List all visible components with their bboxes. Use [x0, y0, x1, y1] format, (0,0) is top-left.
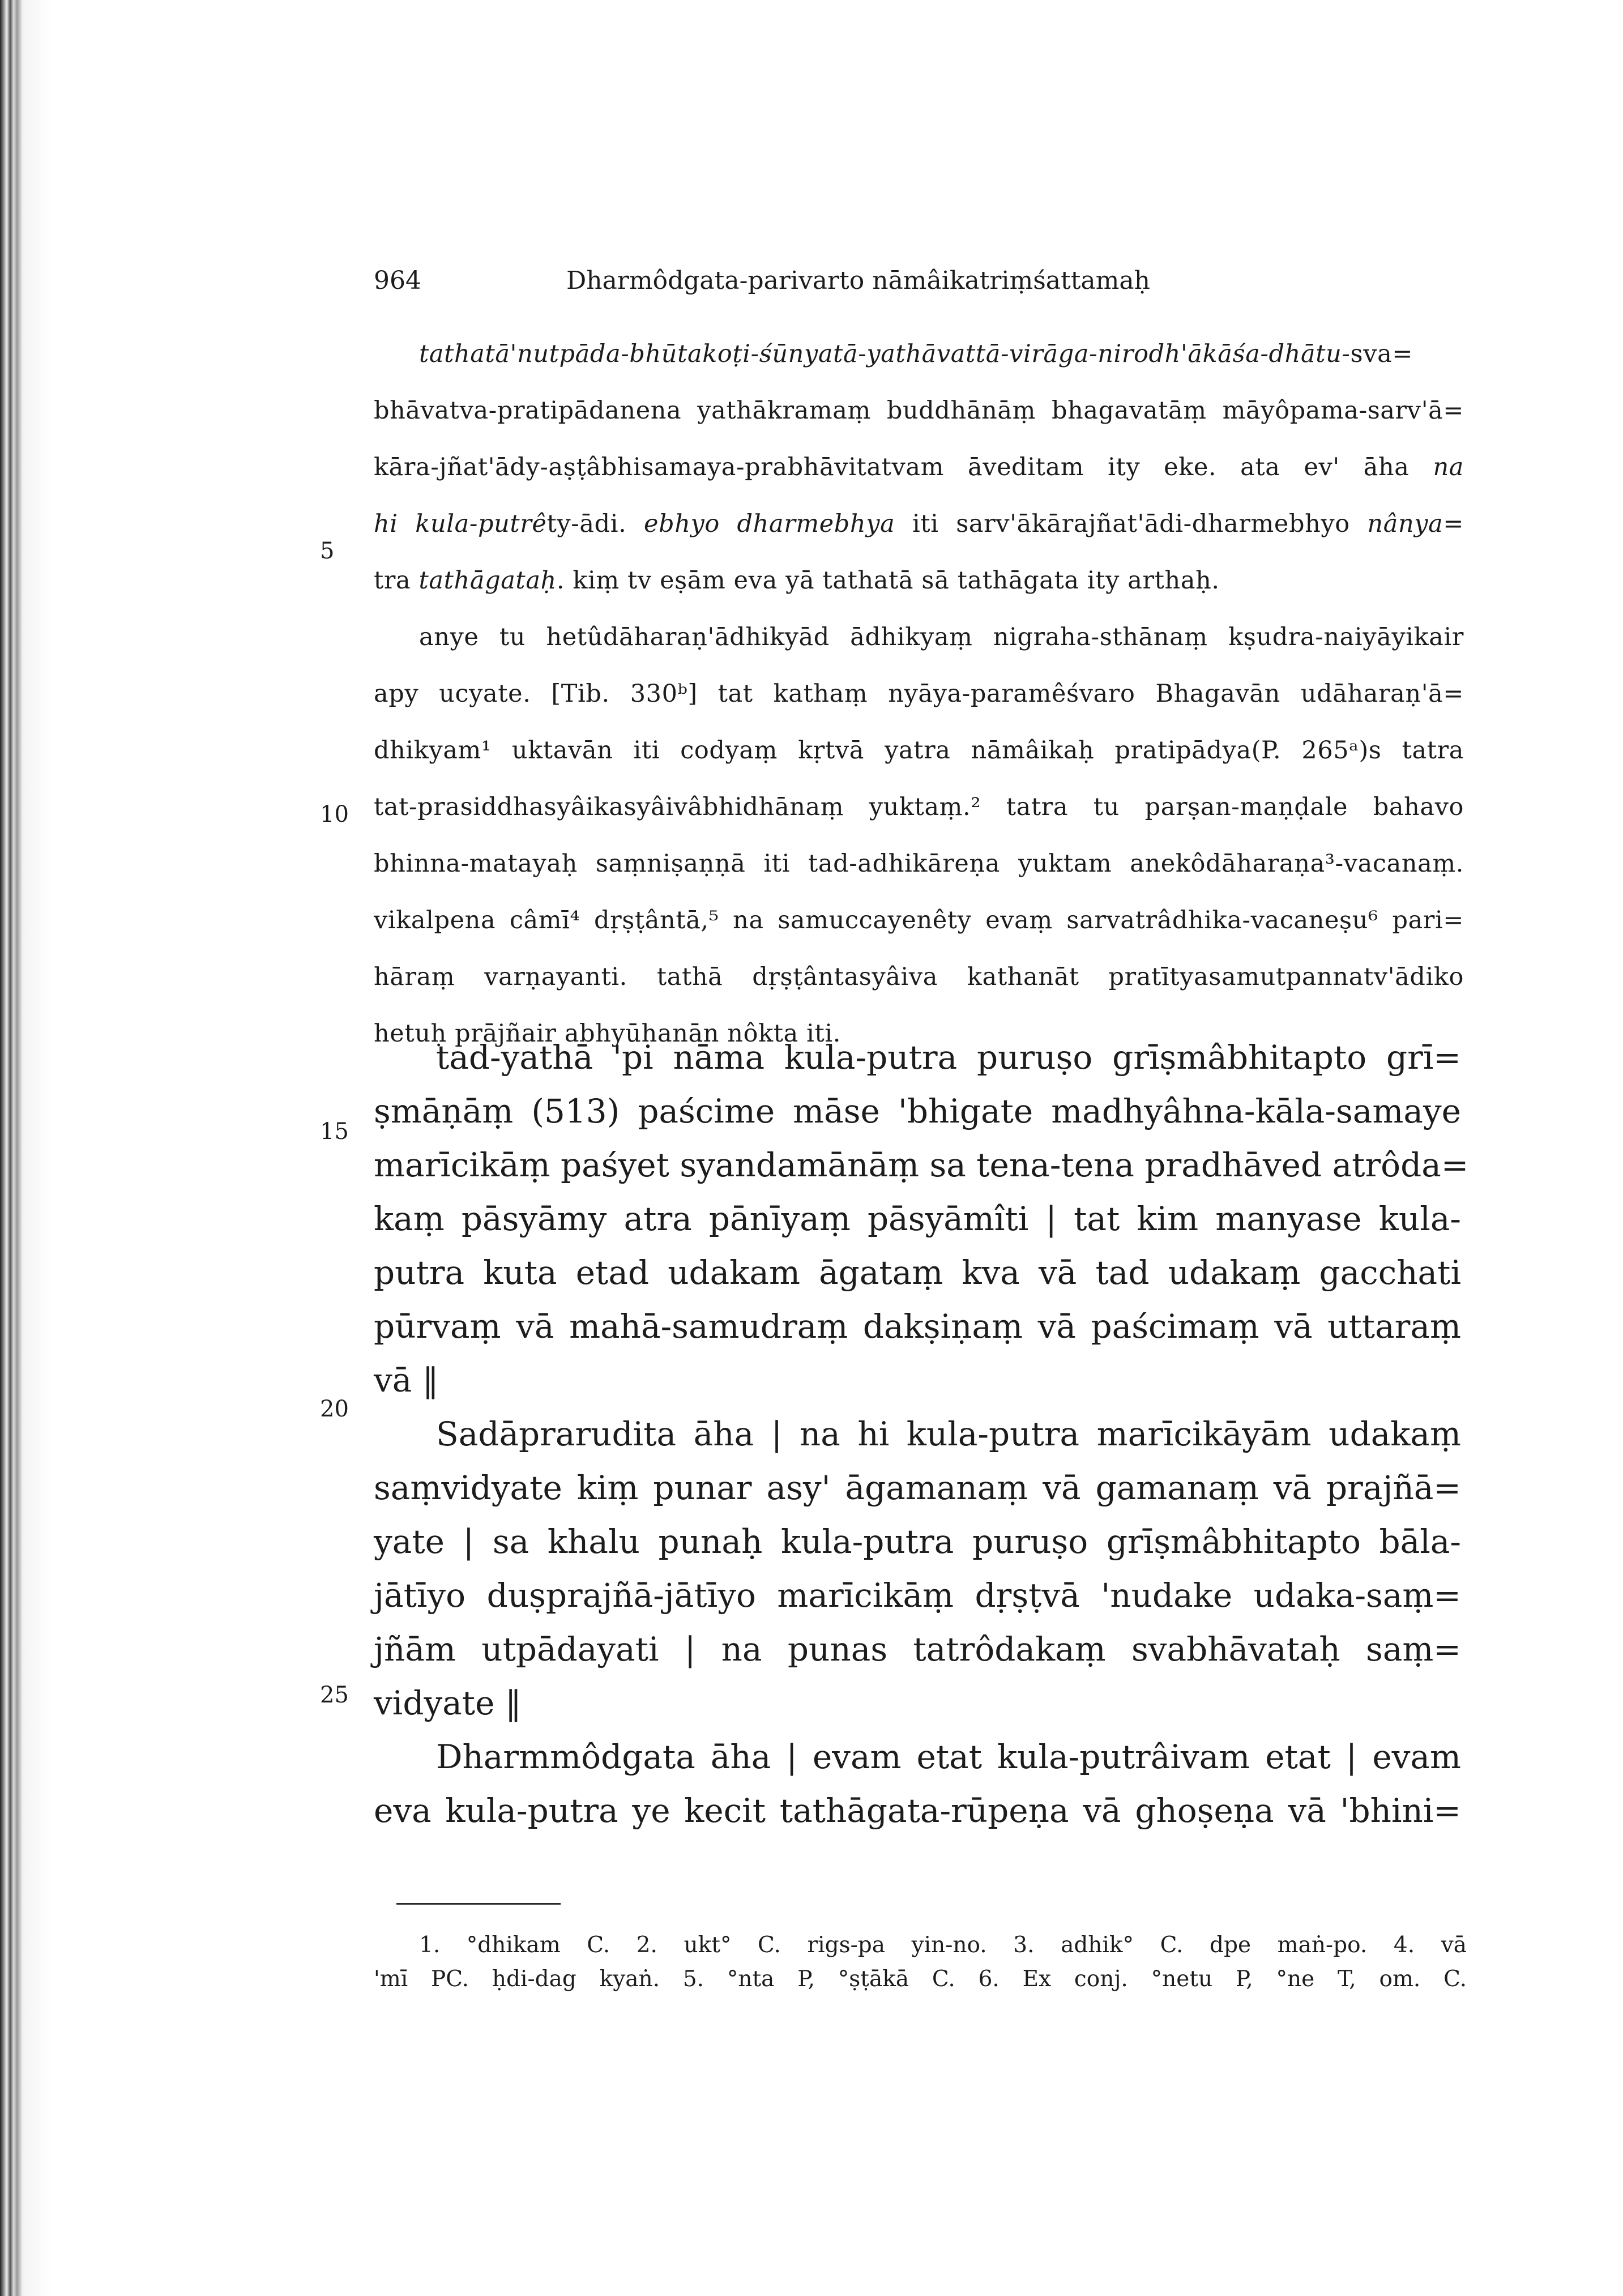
commentary-line: apy ucyate. [Tib. 330ᵇ] tat kathaṃ nyāya-paramêśvaro Bhagavān udāharaṇ'ā= — [374, 680, 1464, 708]
commentary-line: hi kula-putrêty-ādi. ebhyo dharmebhya iti sarv'ākārajñat'ādi-dharmebhyo nânya= — [374, 510, 1464, 538]
main-text-line: jātīyo duṣprajñā-jātīyo marīcikāṃ dṛṣṭvā 'nudake udaka-saṃ= — [374, 1576, 1461, 1615]
commentary-line: anye tu hetûdāharaṇ'ādhikyād ādhikyaṃ nigraha-sthānaṃ kṣudra-naiyāyikair — [419, 623, 1464, 651]
commentary-line: bhinna-matayaḥ saṃniṣaṇṇā iti tad-adhikāreṇa yuktam anekôdāharaṇa³-vacanaṃ. — [374, 850, 1464, 878]
main-text-line: jñām utpādayati | na punas tatrôdakaṃ svabhāvataḥ saṃ= — [374, 1630, 1461, 1668]
line-number: 25 — [320, 1682, 349, 1708]
line-number: 15 — [320, 1119, 349, 1145]
main-text-line: putra kuta etad udakam āgataṃ kva vā tad udakaṃ gacchati — [374, 1253, 1461, 1292]
commentary-line: bhāvatva-pratipādanena yathākramaṃ buddhānāṃ bhagavatāṃ māyôpama-sarv'ā= — [374, 396, 1464, 425]
commentary-line: tat-prasiddhasyâikasyâivâbhidhānaṃ yuktaṃ.² tatra tu parṣan-maṇḍale bahavo — [374, 793, 1464, 821]
commentary-line: vikalpena câmī⁴ dṛṣṭântā,⁵ na samuccayenêty evaṃ sarvatrâdhika-vacaneṣu⁶ pari= — [374, 906, 1464, 934]
commentary-line: hāraṃ varṇayanti. tathā dṛṣṭântasyâiva kathanāt pratītyasamutpannatv'ādiko — [374, 963, 1464, 991]
main-text-line: kaṃ pāsyāmy atra pānīyaṃ pāsyāmîti | tat kim manyase kula- — [374, 1200, 1461, 1238]
main-text-line: tad-yathā 'pi nāma kula-putra puruṣo grīṣmâbhitapto grī= — [436, 1038, 1461, 1077]
main-text-line: yate | sa khalu punaḥ kula-putra puruṣo grīṣmâbhitapto bāla- — [374, 1522, 1461, 1561]
main-text-line: Dharmmôdgata āha | evam etat kula-putrâivam etat | evam — [436, 1738, 1461, 1776]
line-number: 10 — [320, 801, 349, 827]
main-text-line: Sadāprarudita āha | na hi kula-putra marīcikāyām udakaṃ — [436, 1415, 1461, 1453]
main-text-line: saṃvidyate kiṃ punar asy' āgamanaṃ vā gamanaṃ vā prajñā= — [374, 1469, 1461, 1507]
commentary-line: tathatā'nutpāda-bhūtakoṭi-śūnyatā-yathāvattā-virāga-nirodh'ākāśa-dhātu-sva= — [419, 340, 1413, 368]
main-text-line: eva kula-putra ye kecit tathāgata-rūpeṇa vā ghoṣeṇa vā 'bhini= — [374, 1791, 1461, 1830]
main-text-line: vā ‖ — [374, 1361, 439, 1399]
page-number: 964 — [374, 266, 421, 295]
footnote-line: 'mī PC. ḥdi-dag kyaṅ. 5. °nta P, °ṣṭākā C. 6. Ex conj. °netu P, °ne T, om. C. — [374, 1966, 1467, 1992]
main-text-line: ṣmāṇāṃ (513) paścime māse 'bhigate madhyâhna-kāla-samaye — [374, 1092, 1461, 1130]
running-title: Dharmôdgata-parivarto nāmâikatriṃśattamaḥ — [566, 266, 1150, 295]
main-text-line: pūrvaṃ vā mahā-samudraṃ dakṣiṇaṃ vā paścimaṃ vā uttaraṃ — [374, 1307, 1461, 1346]
binding-edge — [0, 0, 51, 2296]
commentary-line: kāra-jñat'ādy-aṣṭâbhisamaya-prabhāvitatvam āveditam ity eke. ata ev' āha na — [374, 453, 1464, 481]
commentary-line: tra tathāgataḥ. kiṃ tv eṣām eva yā tathatā sā tathāgata ity arthaḥ. — [374, 566, 1220, 595]
commentary-line: hetuḥ prājñair abhyūhanān nôkta iti. — [374, 1019, 841, 1048]
main-text-line: marīcikāṃ paśyet syandamānāṃ sa tena-tena pradhāved atrôda= — [374, 1146, 1469, 1184]
page-header — [0, 266, 1623, 311]
main-text-line: vidyate ‖ — [374, 1684, 522, 1722]
footnote-line: 1. °dhikam C. 2. ukt° C. rigs-pa yin-no. 3. adhik° C. dpe maṅ-po. 4. vā — [419, 1932, 1467, 1958]
line-number: 20 — [320, 1396, 349, 1422]
commentary-line: dhikyam¹ uktavān iti codyaṃ kṛtvā yatra nāmâikaḥ pratipādya(P. 265ᵃ)s tatra — [374, 736, 1464, 765]
line-number: 5 — [320, 538, 335, 564]
footnote-rule — [396, 1903, 561, 1905]
